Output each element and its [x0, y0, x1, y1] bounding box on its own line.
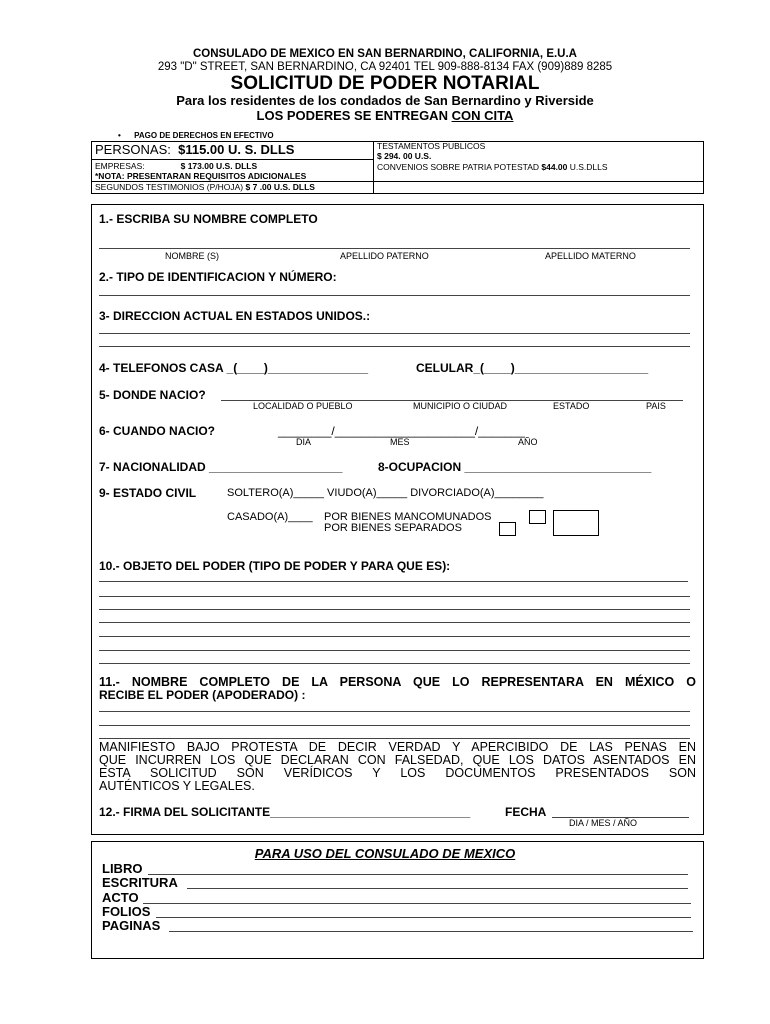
q9-civil-status-label: 9- ESTADO CIVIL	[99, 486, 197, 500]
fee-segundos-value: $ 7 .00 U.S. DLLS	[245, 182, 315, 192]
q9-mancomunados-label: POR BIENES MANCOMUNADOS	[324, 511, 492, 523]
escritura-label: ESCRITURA	[102, 875, 178, 890]
q6-mes-caption: MES	[390, 437, 410, 447]
declaration-line-1: MANIFIESTO BAJO PROTESTA DE DECIR VERDAD Y APERCIBIDO DE LAS PENAS EN	[99, 740, 696, 754]
q12-date-label: FECHA	[505, 805, 547, 819]
q1-materno-caption: APELLIDO MATERNO	[545, 251, 636, 261]
q5-municipio-caption: MUNICIPIO O CIUDAD	[413, 401, 508, 411]
q7-nationality-field[interactable]: 7- NACIONALIDAD ____________________	[99, 460, 343, 474]
q6-ano-caption: AÑO	[518, 437, 538, 447]
q4-cell-phone-field[interactable]: CELULAR_(____)____________________	[416, 361, 649, 375]
identification-field[interactable]	[99, 295, 690, 296]
q9-separados-label: POR BIENES SEPARADOS	[324, 522, 462, 534]
q1-paterno-caption: APELLIDO PATERNO	[340, 251, 429, 261]
acto-field[interactable]	[143, 903, 691, 904]
fee-testamentos-label: TESTAMENTOS PUBLICOS	[377, 141, 486, 151]
paginas-label: PAGINAS	[102, 918, 161, 933]
q5-pais-caption: PAIS	[646, 401, 666, 411]
birthdate-field[interactable]: ________/_____________________/_______	[278, 424, 525, 438]
full-name-field[interactable]	[99, 248, 690, 249]
consulate-use-title: PARA USO DEL CONSULADO DE MEXICO	[254, 846, 516, 861]
q6-birthdate-label: 6- CUANDO NACIO?	[99, 424, 215, 438]
fee-convenios-unit: U.S.DLLS	[569, 162, 608, 172]
fee-segundos-label: SEGUNDOS TESTIMONIOS (P/HOJA)	[95, 182, 244, 192]
mancomunados-checkbox[interactable]	[529, 510, 546, 524]
q10-power-purpose-label: 10.- OBJETO DEL PODER (TIPO DE PODER Y PARA QUE ES):	[99, 559, 451, 573]
q12-signature-field[interactable]: 12.- FIRMA DEL SOLICITANTE______________________________	[99, 805, 471, 819]
libro-label: LIBRO	[102, 861, 143, 876]
cash-payment-label: PAGO DE DERECHOS EN EFECTIVO	[134, 131, 274, 140]
separados-checkbox[interactable]	[499, 522, 516, 536]
folios-label: FOLIOS	[102, 904, 151, 919]
fee-convenios	[377, 162, 608, 172]
consulate-name: CONSULADO DE MEXICO EN SAN BERNARDINO, CALIFORNIA, E.U.A	[193, 48, 577, 60]
fee-personas-label: PERSONAS:	[95, 142, 171, 157]
q1-nombre-caption: NOMBRE (S)	[165, 251, 219, 261]
declaration-line-4: AUTÉNTICOS Y LEGALES.	[99, 779, 255, 793]
fee-convenios-label: CONVENIOS SOBRE PATRIA POTESTAD	[377, 162, 540, 172]
q5-birthplace-label: 5- DONDE NACIO?	[99, 388, 206, 402]
q11-representative-label: 11.- NOMBRE COMPLETO DE LA PERSONA QUE LO REPRESENTARA EN MÉXICO O	[99, 675, 696, 689]
address-field-line-2[interactable]	[99, 346, 690, 347]
fee-personas-value: $115.00 U. S. DLLS	[178, 142, 295, 157]
escritura-field[interactable]	[187, 888, 688, 889]
appointment-text: LOS PODERES SE ENTREGAN	[256, 108, 452, 123]
fee-segundos	[95, 182, 315, 192]
declaration-line-3: ESTA SOLICITUD SON VERÍDICOS Y LOS DOCUMENTOS PRESENTADOS SON	[99, 766, 696, 780]
representative-field-line-3[interactable]	[99, 738, 690, 739]
page-title: SOLICITUD DE PODER NOTARIAL	[230, 73, 540, 94]
fee-personas	[95, 142, 294, 157]
q8-occupation-field[interactable]: 8-OCUPACION ____________________________	[378, 460, 652, 474]
cash-payment-note: • PAGO DE DERECHOS EN EFECTIVO	[118, 131, 274, 140]
q12-date-caption: DIA / MES / AÑO	[569, 818, 638, 828]
q9-casado-field[interactable]: CASADO(A)____	[227, 511, 313, 523]
fee-empresas-label: EMPRESAS:	[95, 161, 145, 171]
declaration-line-2: QUE INCURREN LOS QUE DECLARAN CON FALSEDAD, QUE LOS DATOS ASENTADOS EN	[99, 753, 696, 767]
q1-full-name-label: 1.- ESCRIBA SU NOMBRE COMPLETO	[99, 212, 318, 226]
acto-label: ACTO	[102, 890, 139, 905]
q6-dia-caption: DIA	[296, 437, 312, 447]
folios-field[interactable]	[156, 917, 691, 918]
fee-empresas	[95, 161, 257, 171]
fee-nota: *NOTA: PRESENTARAN REQUISITOS ADICIONALES	[95, 171, 307, 181]
page-subtitle: Para los residentes de los condados de San Bernardino y Riverside	[176, 93, 594, 108]
appointment-note	[0, 108, 770, 123]
fee-empresas-value: $ 173.00 U.S. DLLS	[180, 161, 258, 171]
q3-address-label: 3- DIRECCION ACTUAL EN ESTADOS UNIDOS.:	[99, 309, 371, 323]
representative-field-line-2[interactable]	[99, 725, 690, 726]
q11-representative-label-cont: RECIBE EL PODER (APODERADO) :	[99, 688, 306, 702]
appointment-emphasis: CON CITA	[451, 108, 514, 123]
fee-convenios-value: $44.00	[541, 162, 568, 172]
q9-civil-status-options[interactable]: SOLTERO(A)_____ VIUDO(A)_____ DIVORCIADO(A)________	[227, 487, 544, 499]
q5-localidad-caption: LOCALIDAD O PUEBLO	[253, 401, 353, 411]
q4-home-phone-field[interactable]: 4- TELEFONOS CASA _(____)_______________	[99, 361, 369, 375]
representative-field-line-1[interactable]	[99, 711, 690, 712]
q2-identification-label: 2.- TIPO DE IDENTIFICACION Y NÚMERO:	[99, 270, 337, 284]
civil-status-answer-box[interactable]	[553, 510, 599, 536]
libro-field[interactable]	[148, 874, 688, 875]
paginas-field[interactable]	[169, 931, 693, 932]
consulate-address: 293 "D" STREET, SAN BERNARDINO, CA 92401 TEL 909-888-8134 FAX (909)889 8285	[157, 61, 613, 73]
address-field-line-1[interactable]	[99, 333, 690, 334]
q5-estado-caption: ESTADO	[553, 401, 590, 411]
fee-testamentos-value: $ 294. 00 U.S.	[377, 151, 432, 161]
